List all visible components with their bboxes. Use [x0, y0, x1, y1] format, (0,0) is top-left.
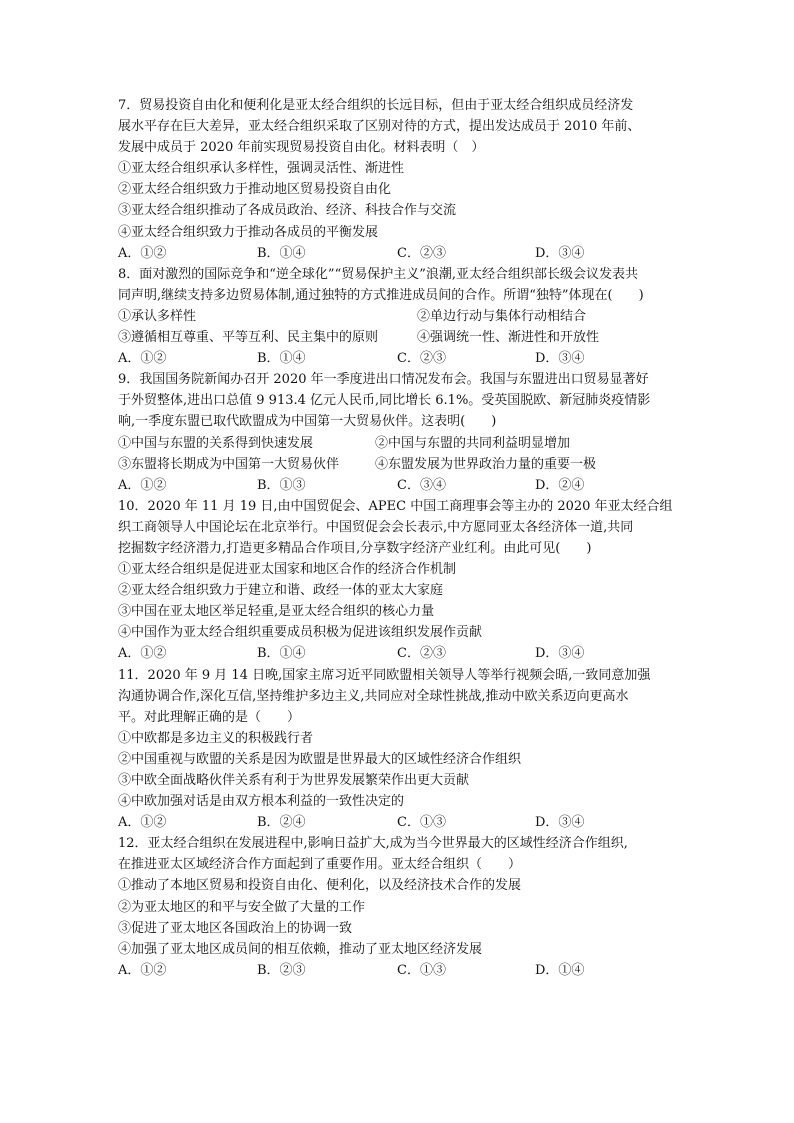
statement-item: ②亚太经合组织致力于建立和谐、政经一体的亚太大家庭 [118, 583, 444, 599]
statement-item: ③中欧全面战略伙伴关系有利于为世界发展繁荣作出更大贡献 [118, 773, 470, 788]
statement-item: ④亚太经合组织致力于推动各成员的平衡发展 [118, 224, 379, 240]
answer-option-a[interactable]: A．①② [118, 477, 167, 493]
statement-item-pair [118, 454, 678, 475]
answer-option-d[interactable]: D．③④ [535, 245, 585, 261]
statement-item: ①推动了本地区贸易和投资自由化、便利化，以及经济技术合作的发展 [118, 878, 522, 894]
statement-item-pair [118, 306, 678, 327]
answer-option-b[interactable]: B．①③ [257, 477, 306, 493]
answer-option-c[interactable]: C．①③ [397, 815, 446, 831]
statement-item: ①亚太经合组织是促进亚太国家和地区合作的经济合作机制 [118, 562, 457, 578]
answer-option-d[interactable]: D．③④ [535, 646, 585, 662]
question-stem-line: 12．亚太经合组织在发展进程中,影响日益扩大,成为当今世界最大的区域性经济合作组织, [118, 836, 628, 852]
question-stem-line: 在推进亚太区域经济合作方面起到了重要作用。亚太经合组织（ ） [118, 857, 522, 873]
question-q10 [118, 496, 678, 665]
question-stem-line: 挖掘数字经济潜力,打造更多精品合作项目,分享数字经济产业红利。由此可见( ) [118, 540, 592, 556]
statement-item: ④强调统一性、渐进性和开放性 [417, 330, 600, 346]
answer-option-b[interactable]: B．①④ [257, 245, 306, 261]
question-stem-line: 展水平存在巨大差异，亚太经合组织采取了区别对待的方式，提出发达成员于 2010 年前、 [118, 119, 641, 135]
answer-option-a[interactable]: A．①② [118, 646, 167, 662]
question-q11 [118, 665, 678, 834]
answer-option-b[interactable]: B．①④ [257, 351, 306, 367]
statement-item: ③东盟将长期成为中国第一大贸易伙伴 [118, 456, 340, 472]
answer-option-c[interactable]: C．②③ [397, 646, 446, 662]
question-stem-line: 平。对此理解正确的是（ ） [118, 709, 301, 725]
answer-option-b[interactable]: B．②③ [257, 962, 306, 978]
answer-options [118, 643, 678, 664]
question-stem-line: 同声明,继续支持多边贸易体制,通过独特的方式推进成员间的合作。所谓“独特”体现在( ) [118, 287, 644, 303]
answer-option-c[interactable]: C．②③ [397, 245, 446, 261]
statement-item: ④中欧加强对话是由双方根本利益的一致性决定的 [118, 794, 405, 810]
question-q9 [118, 369, 678, 496]
statement-item: ③中国在亚太地区举足轻重,是亚太经合组织的核心力量 [118, 604, 435, 620]
statement-item: ①承认多样性 [118, 308, 197, 324]
statement-item: ④加强了亚太地区成员间的相互依赖，推动了亚太地区经济发展 [118, 941, 483, 957]
statement-item: ③遵循相互尊重、平等互利、民主集中的原则 [118, 330, 379, 346]
statement-item: ②单边行动与集体行动相结合 [417, 308, 587, 324]
question-stem-line: 于外贸整体,进出口总值 9 913.4 亿元人民币,同比增长 6.1%。受英国脱欧、新冠肺炎疫情影 [118, 393, 651, 409]
statement-item: ③亚太经合组织推动了各成员政治、经济、科技合作与交流 [118, 203, 457, 219]
question-stem-line: 9．我国国务院新闻办召开 2020 年一季度进出口情况发布会。我国与东盟进出口贸易显著好 [118, 372, 649, 388]
statement-item-pair [118, 433, 678, 454]
question-stem-line: 10．2020 年 11 月 19 日,由中国贸促会、APEC 中国工商理事会等主办的 2020 年亚太经合组 [118, 498, 673, 514]
question-q7 [118, 95, 678, 264]
question-stem-line: 响,一季度东盟已取代欧盟成为中国第一大贸易伙伴。这表明( ) [118, 414, 497, 430]
answer-option-d[interactable]: D．③④ [535, 815, 585, 831]
answer-option-b[interactable]: B．②④ [257, 815, 306, 831]
statement-item: ②中国重视与欧盟的关系是因为欧盟是世界最大的区域性经济合作组织 [118, 751, 522, 767]
answer-option-d[interactable]: D．①④ [535, 962, 585, 978]
statement-item: ①中国与东盟的关系得到快速发展 [118, 435, 314, 451]
question-stem-line: 11．2020 年 9 月 14 日晚,国家主席习近平同欧盟相关领导人等举行视频会晤,一致同意加强 [118, 667, 651, 683]
question-stem-line: 沟通协调合作,深化互信,坚持维护多边主义,共同应对全球性挑战,推动中欧关系迈向更高水 [118, 688, 629, 704]
question-stem-line: 8．面对激烈的国际竞争和“逆全球化”“贸易保护主义”浪潮,亚太经合组织部长级会议发表共 [118, 266, 638, 282]
question-stem-line: 织工商领导人中国论坛在北京举行。中国贸促会会长表示,中方愿同亚太各经济体一道,共同 [118, 519, 634, 535]
question-q8 [118, 264, 678, 369]
question-stem-line: 发展中成员于 2020 年前实现贸易投资自由化。材料表明（ ） [118, 140, 485, 156]
statement-item: ③促进了亚太地区各国政治上的协调一致 [118, 920, 353, 936]
statement-item: ①中欧都是多边主义的积极践行者 [118, 730, 314, 746]
answer-option-c[interactable]: C．②③ [397, 351, 446, 367]
question-list [118, 95, 678, 981]
statement-item: ①亚太经合组织承认多样性，强调灵活性、渐进性 [118, 161, 405, 177]
statement-item-pair [118, 327, 678, 348]
answer-option-d[interactable]: D．②④ [535, 477, 585, 493]
statement-item: ②亚太经合组织致力于推动地区贸易投资自由化 [118, 182, 392, 198]
question-q12 [118, 833, 678, 981]
answer-options [118, 475, 678, 496]
answer-option-a[interactable]: A．①② [118, 245, 167, 261]
answer-option-c[interactable]: C．①③ [397, 962, 446, 978]
statement-item: ②中国与东盟的共同利益明显增加 [375, 435, 571, 451]
answer-option-a[interactable]: A．①② [118, 962, 167, 978]
answer-option-d[interactable]: D．③④ [535, 351, 585, 367]
statement-item: ④东盟发展为世界政治力量的重要一极 [375, 456, 597, 472]
answer-option-a[interactable]: A．①② [118, 815, 167, 831]
answer-options [118, 960, 678, 981]
answer-option-c[interactable]: C．③④ [397, 477, 446, 493]
statement-item: ④中国作为亚太经合组织重要成员积极为促进该组织发展作贡献 [118, 625, 483, 641]
answer-option-a[interactable]: A．①② [118, 351, 167, 367]
answer-options [118, 812, 678, 833]
statement-item: ②为亚太地区的和平与安全做了大量的工作 [118, 899, 366, 915]
question-stem-line: 7．贸易投资自由化和便利化是亚太经合组织的长远目标，但由于亚太经合组织成员经济发 [118, 98, 634, 113]
answer-options [118, 243, 678, 264]
answer-option-b[interactable]: B．①④ [257, 646, 306, 662]
answer-options [118, 348, 678, 369]
